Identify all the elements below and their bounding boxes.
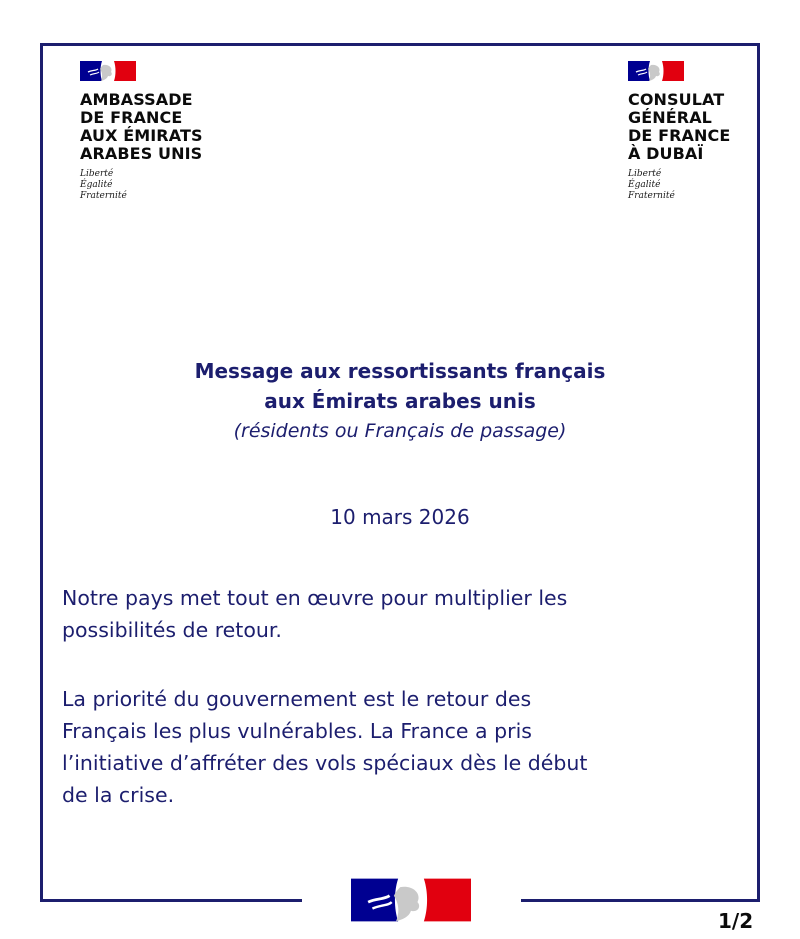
consulate-name: CONSULAT GÉNÉRAL DE FRANCE À DUBAÏ [628,90,731,163]
frame-bottom-right-border [521,899,760,902]
marianne-logo-icon [80,61,136,81]
message-date: 10 mars 2026 [330,505,470,529]
marianne-logo-icon [351,878,471,922]
paragraph-2: La priorité du gouvernement est le retour des Français les plus vulnérables. La France a pris l’initiative d’affréter des vols spéciaux dès le début de la crise. [62,687,588,807]
frame-left-border [40,43,43,902]
title-line-2: aux Émirats arabes unis [264,389,536,413]
frame-bottom-left-border [40,899,302,902]
title-subtitle: (résidents ou Français de passage) [233,420,567,442]
marianne-logo-icon [628,61,684,81]
message-title [43,356,757,446]
consulate-header [628,61,758,202]
consulate-motto: Liberté Égalité Fraternité [628,169,675,201]
embassy-name: AMBASSADE DE FRANCE AUX ÉMIRATS ARABES UNIS [80,90,203,163]
frame-top-border [40,43,760,46]
title-line-1: Message aux ressortissants français [194,359,606,383]
page-number: 1/2 [718,909,754,933]
embassy-header [80,61,340,202]
paragraph-1: Notre pays met tout en œuvre pour multiplier les possibilités de retour. [62,586,568,642]
embassy-motto: Liberté Égalité Fraternité [80,169,127,201]
